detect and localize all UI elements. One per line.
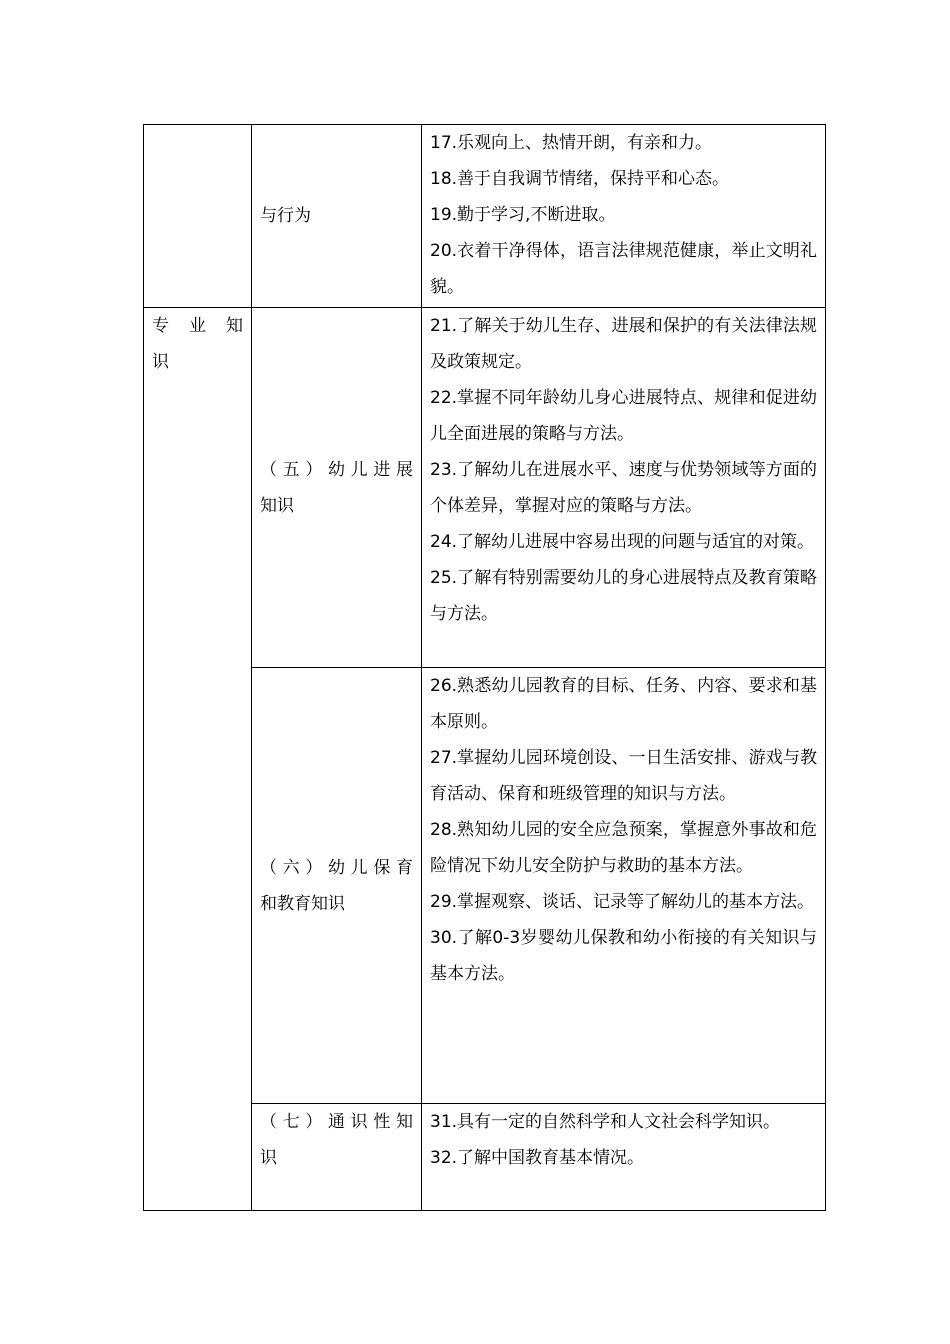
table-row bbox=[144, 125, 826, 308]
requirement-item: 18.善于自我调节情绪，保持平和心态。 bbox=[430, 169, 730, 189]
requirement-item: 17.乐观向上、热情开朗，有亲和力。 bbox=[430, 133, 713, 153]
subdomain-label: （七）通识性知 bbox=[260, 1112, 413, 1132]
subdomain-label: 与行为 bbox=[260, 206, 311, 226]
subdomain-cell bbox=[252, 308, 422, 668]
requirement-item: 30.了解0-3岁婴幼儿保教和幼小衔接的有关知识与基本方法。 bbox=[430, 928, 817, 984]
domain-cell bbox=[144, 308, 252, 1211]
subdomain-label: （六）幼儿保育 bbox=[260, 857, 413, 878]
requirements-cell bbox=[422, 1104, 826, 1211]
requirement-item: 32.了解中国教育基本情况。 bbox=[430, 1148, 645, 1168]
domain-label: 专 业 知 bbox=[152, 316, 243, 336]
subdomain-label: （五）幼儿进展 bbox=[260, 459, 413, 480]
requirement-item: 21.了解关于幼儿生存、进展和保护的有关法律法规及政策规定。 bbox=[430, 316, 817, 372]
requirement-item: 28.熟知幼儿园的安全应急预案，掌握意外事故和危险情况下幼儿安全防护与救助的基本方法。 bbox=[430, 820, 817, 876]
requirement-item: 31.具有一定的自然科学和人文社会科学知识。 bbox=[430, 1112, 781, 1132]
requirement-item: 25.了解有特别需要幼儿的身心进展特点及教育策略与方法。 bbox=[430, 568, 817, 624]
standards-table bbox=[143, 124, 826, 1211]
requirement-item: 23.了解幼儿在进展水平、速度与优势领域等方面的个体差异，掌握对应的策略与方法。 bbox=[430, 460, 817, 516]
requirement-item: 26.熟悉幼儿园教育的目标、任务、内容、要求和基本原则。 bbox=[430, 676, 817, 732]
domain-label: 识 bbox=[152, 352, 169, 372]
requirement-item: 20.衣着干净得体，语言法律规范健康，举止文明礼貌。 bbox=[430, 241, 817, 297]
subdomain-label: 和教育知识 bbox=[260, 893, 345, 914]
subdomain-label: 识 bbox=[260, 1148, 277, 1168]
subdomain-cell bbox=[252, 125, 422, 308]
domain-cell-empty bbox=[144, 125, 252, 308]
subdomain-cell bbox=[252, 1104, 422, 1211]
requirement-item: 24.了解幼儿进展中容易出现的问题与适宜的对策。 bbox=[430, 532, 815, 552]
requirements-cell bbox=[422, 125, 826, 308]
requirement-item: 22.掌握不同年龄幼儿身心进展特点、规律和促进幼儿全面进展的策略与方法。 bbox=[430, 388, 817, 444]
requirement-item: 27.掌握幼儿园环境创设、一日生活安排、游戏与教育活动、保育和班级管理的知识与方法。 bbox=[430, 748, 817, 804]
requirement-item: 29.掌握观察、谈话、记录等了解幼儿的基本方法。 bbox=[430, 892, 815, 912]
requirements-cell bbox=[422, 668, 826, 1104]
table-row bbox=[144, 308, 826, 668]
subdomain-label: 知识 bbox=[260, 495, 294, 516]
subdomain-cell bbox=[252, 668, 422, 1104]
requirements-cell bbox=[422, 308, 826, 668]
requirement-item: 19.勤于学习,不断进取。 bbox=[430, 205, 616, 225]
